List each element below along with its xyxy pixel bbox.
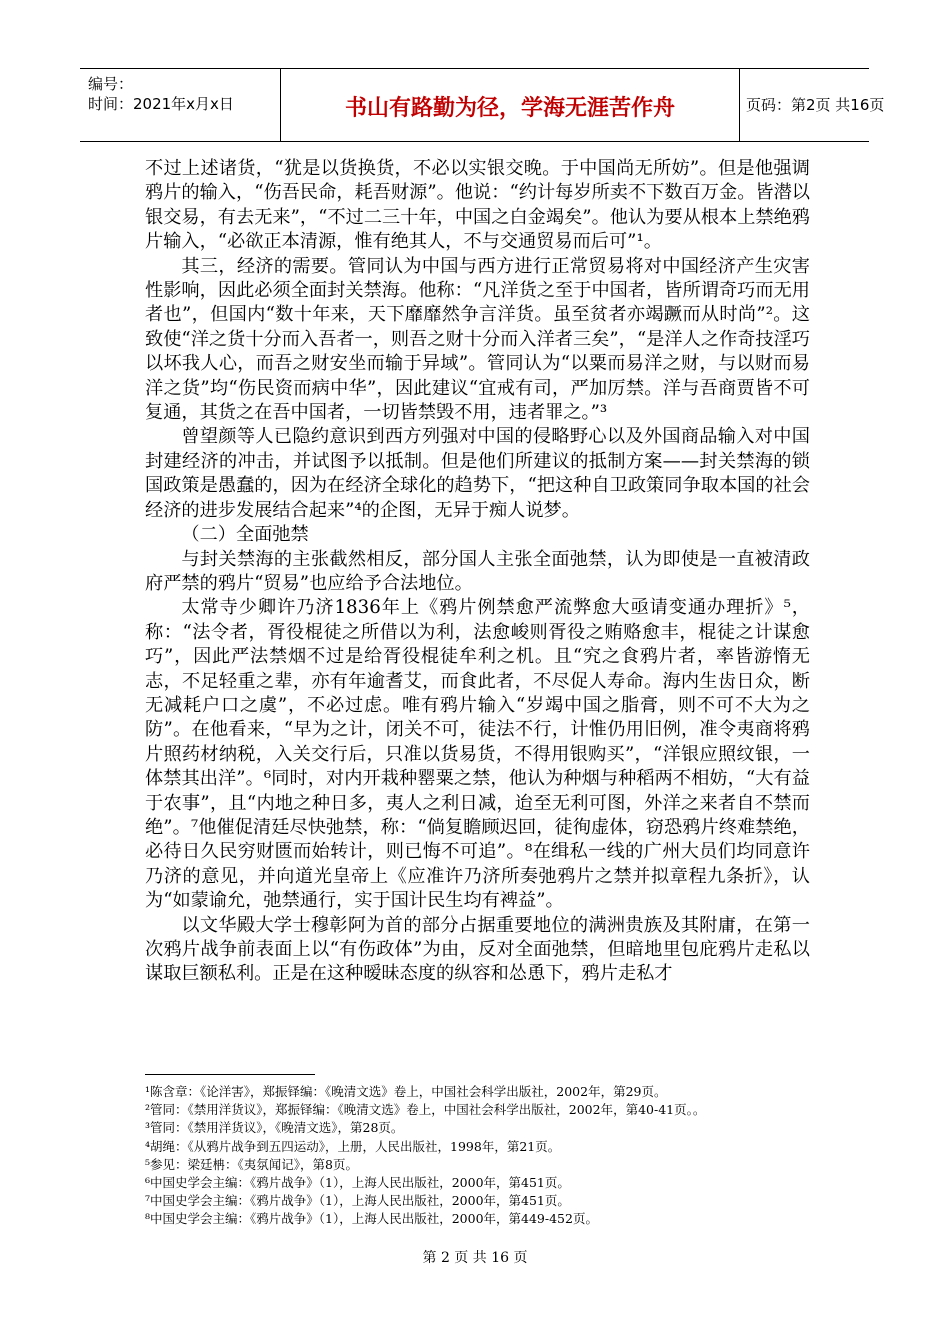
document-body [145,157,810,987]
paragraph-economic-need: 其三，经济的需要。管同认为中国与西方进行正常贸易将对中国经济产生灾害性影响，因此必须全面封关禁海。他称：“凡洋货之至于中国者，皆所谓奇巧而无用者也”，但国内“数十年来，天下靡靡然争言洋货。虽至贫者亦竭蹶而从时尚”²。这致使“洋之货十分而入吾者一，则吾之财十分而入洋者三矣”，“是洋人之作奇技淫巧以坏我人心，而吾之财安坐而输于异域”。管同认为“以粟而易洋之财，与以财而易洋之货”均“伤民资而病中华”，因此建议“宜戒有司，严加厉禁。洋与吾商贾皆不可复通，其货之在吾中国者，一切皆禁毁不用，违者罪之。”³ [145,255,810,424]
footnotes-list [145,1083,845,1229]
footnote-item: ⁵参见：梁廷柟：《夷氛闻记》，第8页。 [145,1156,358,1172]
serial-number-label: 编号： [88,75,134,93]
footnote-separator [145,1074,315,1075]
footnote-item: ⁶中国史学会主编：《鸦片战争》（1），上海人民出版社，2000年，第451页。 [145,1175,570,1191]
paragraph-section-intro: 与封关禁海的主张截然相反，部分国人主张全面弛禁，认为即使是一直被清政府严禁的鸦片“贸易”也应给予合法地位。 [145,548,810,594]
footnote-item: ⁴胡绳：《从鸦片战争到五四运动》，上册，人民出版社，1998年，第21页。 [145,1138,561,1154]
header-page-cell [738,69,885,141]
header-meta-cell [80,69,280,141]
paragraph-continued: 不过上述诸货，“犹是以货换货，不必以实银交晚。于中国尚无所妨”。但是他强调鸦片的输入，“伤吾民命，耗吾财源”。他说：“约计每岁所卖不下数百万金。皆潜以银交易，有去无来”，“不过二三十年，中国之白金竭矣”。他认为要从根本上禁绝鸦片输入，“必欲正本清源，惟有绝其人，不与交通贸易而后可”¹。 [145,158,810,253]
footnote-item: ¹陈含章：《论洋害》，郑振铎编：《晚清文选》卷上，中国社会科学出版社，2002年，第29页。 [145,1084,667,1099]
header-page-info: 页码：第2页 共16页 [746,96,885,114]
motto-text: 书山有路勤为径，学海无涯苦作舟 [344,96,675,121]
footnote-item: ⁸中国史学会主编：《鸦片战争》（1），上海人民出版社，2000年，第449-452页。 [145,1211,598,1227]
page-header [80,68,885,142]
page-footer: 第 2 页 共 16 页 [422,1250,528,1266]
paragraph-assessment: 曾望颜等人已隐约意识到西方列强对中国的侵略野心以及外国商品输入对中国封建经济的冲击，并试图予以抵制。但是他们所建议的抵制方案——封关禁海的锁国政策是愚蠢的，因为在经济全球化的趋势下，“把这种自卫政策同争取本国的社会经济的进步发展结合起来”⁴的企图，无异于痴人说梦。 [145,426,810,521]
header-motto-cell [280,69,740,141]
paragraph-xu-naiji: 太常寺少卿许乃济1836年上《鸦片例禁愈严流弊愈大亟请变通办理折》⁵，称：“法令者，胥役棍徒之所借以为利，法愈峻则胥役之贿赂愈丰，棍徒之计谋愈巧”，因此严法禁烟不过是给胥役棍徒牟利之机。且“究之食鸦片者，率皆游惰无志，不足轻重之辈，亦有年逾耆艾，而食此者，不尽促人寿命。海内生齿日众，断无减耗户口之虞”，不必过虑。唯有鸦片输入“岁竭中国之脂膏，则不可不大为之防”。在他看来，“早为之计，闭关不可，徒法不行，计惟仍用旧例，准令夷商将鸦片照药材纳税，入关交行后，只准以货易货，不得用银购买”，“洋银应照纹银，一体禁其出洋”。⁶同时，对内开栽种罂粟之禁，他认为种烟与种稻两不相妨，“大有益于农事”，且“内地之种日多，夷人之利日减，迨至无利可图，外洋之来者自不禁而绝”。⁷他催促清廷尽快弛禁，称：“倘复瞻顾迟回，徒徇虚体，窃恐鸦片终难禁绝，必待日久民穷财匮而始转计，则已悔不可追”。⁸在缉私一线的广州大员们均同意许乃济的意见，并向道光皇帝上《应准许乃济所奏弛鸦片之禁并拟章程九条折》，认为“如蒙谕允，弛禁通行，实于国计民生均有裨益”。 [145,597,810,912]
footnote-item: ²管同：《禁用洋货议》，郑振铎编：《晚清文选》卷上，中国社会科学出版社，2002年，第40-41页。。 [145,1102,706,1118]
date-label: 时间：2021年x月x日 [88,95,234,113]
footnote-item: ³管同：《禁用洋货议》，《晚清文选》，第28页。 [145,1120,404,1136]
section-heading: （二）全面弛禁 [181,524,309,546]
paragraph-muzhang-a: 以文华殿大学士穆彰阿为首的部分占据重要地位的满洲贵族及其附庸，在第一次鸦片战争前表面上以“有伤政体”为由，反对全面弛禁，但暗地里包庇鸦片走私以谋取巨额私利。正是在这种暧昧态度的纵容和怂恿下，鸦片走私才 [145,914,810,985]
footnote-item: ⁷中国史学会主编：《鸦片战争》（1），上海人民出版社，2000年，第451页。 [145,1193,570,1209]
